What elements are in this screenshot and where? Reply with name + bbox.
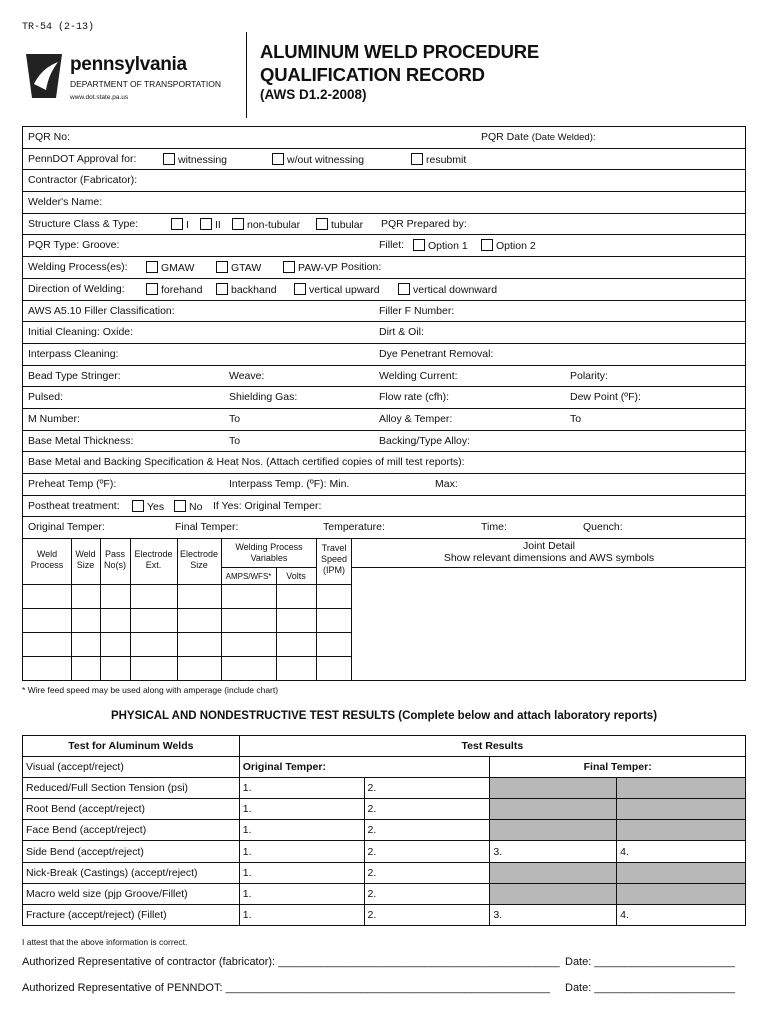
interpass-temp-label: Interpass Temp. (ºF): Min. [229, 478, 350, 490]
page-title [260, 40, 539, 86]
pqr-date-label: PQR Date (Date Welded): [481, 131, 596, 143]
table-row [23, 799, 746, 820]
test-header-left: Test for Aluminum Welds [23, 736, 240, 757]
filler-class-label: AWS A5.10 Filler Classification: [28, 304, 175, 317]
test-label: Fracture (accept/reject) (Fillet) [23, 904, 240, 925]
position-label: Position: [341, 261, 382, 274]
if-yes-label: If Yes: Original Temper: [213, 499, 322, 512]
penndot-signature-line[interactable]: Authorized Representative of PENNDOT: _____________________________________________________ [22, 982, 550, 994]
prepared-by-label: PQR Prepared by: [381, 217, 467, 230]
bead-label: Bead Type Stringer: [28, 369, 121, 382]
result-cell-4[interactable] [617, 883, 746, 904]
pulsed-label: Pulsed: [28, 391, 64, 404]
joint-detail-note: Show relevant dimensions and AWS symbols [443, 552, 655, 565]
approval-label: PennDOT Approval for: [28, 152, 137, 165]
dirt-oil-label: Dirt & Oil: [379, 326, 424, 339]
original-temper-header: Original Temper: [239, 757, 490, 778]
resubmit-checkbox[interactable]: resubmit [411, 153, 466, 166]
polarity-label: Polarity: [570, 369, 608, 382]
title-line-1: ALUMINUM WELD PROCEDURE [260, 41, 540, 62]
direction-label: Direction of Welding: [28, 282, 125, 295]
initial-cleaning-label: Initial Cleaning: Oxide: [28, 326, 134, 339]
test-label: Side Bend (accept/reject) [23, 841, 240, 862]
fillet-label: Fillet: [379, 239, 405, 252]
test-label: Face Bend (accept/reject) [23, 820, 240, 841]
postheat-yes-checkbox[interactable]: Yes [132, 500, 164, 513]
original-temper-label: Original Temper: [28, 521, 105, 534]
keystone-icon [24, 54, 64, 98]
thickness-label: Base Metal Thickness: [28, 434, 134, 447]
result-cell-3[interactable] [490, 820, 617, 841]
table-row [23, 778, 746, 799]
row-m-number[interactable] [23, 409, 745, 431]
penndot-date-line[interactable]: Date: _______________________ [565, 982, 736, 994]
interpass-cleaning-label: Interpass Cleaning: [28, 347, 119, 360]
row-postheat [23, 496, 745, 518]
page-subtitle: (AWS D1.2-2008) [260, 87, 367, 102]
col-volts: Volts [286, 571, 306, 582]
test-header-right: Test Results [239, 736, 745, 757]
row-temper[interactable] [23, 517, 745, 539]
row-bead[interactable] [23, 366, 745, 388]
result-cell-1[interactable]: 1. [239, 778, 364, 799]
row-filler[interactable] [23, 301, 745, 323]
process-label: Welding Process(es): [28, 261, 128, 274]
contractor-label: Contractor (Fabricator): [28, 174, 138, 187]
forehand-checkbox[interactable]: forehand [146, 283, 202, 296]
result-cell-4[interactable]: 4. [617, 904, 746, 925]
result-cell-3[interactable] [490, 778, 617, 799]
brand-name: pennsylvania [70, 54, 187, 75]
col-weld-process: Weld Process [30, 549, 64, 571]
result-cell-2[interactable]: 2. [364, 883, 490, 904]
row-contractor[interactable] [23, 170, 745, 192]
header-divider [246, 32, 247, 118]
shielding-label: Shielding Gas: [229, 391, 298, 404]
table-row [23, 883, 746, 904]
table-row [23, 820, 746, 841]
result-cell-3[interactable] [490, 862, 617, 883]
table-row [23, 841, 746, 862]
class-ii-checkbox[interactable]: II [200, 218, 221, 231]
result-cell-2[interactable]: 2. [364, 799, 490, 820]
postheat-no-checkbox[interactable]: No [174, 500, 202, 513]
result-cell-1[interactable]: 1. [239, 799, 364, 820]
to-label: To [229, 434, 241, 447]
row-spec[interactable] [23, 452, 745, 474]
non-tubular-checkbox[interactable]: non-tubular [232, 218, 300, 231]
final-temper-header: Final Temper: [490, 757, 746, 778]
gtaw-checkbox[interactable]: GTAW [216, 261, 261, 274]
result-cell-1[interactable]: 1. [239, 862, 364, 883]
max-label: Max: [435, 478, 458, 490]
col-amps: AMPS/WFS* [225, 572, 272, 582]
col-travel-speed: Travel Speed (IPM) [320, 543, 348, 576]
attestation: I attest that the above information is correct. [22, 937, 188, 947]
welder-label: Welder's Name: [28, 196, 103, 209]
result-cell-4[interactable] [617, 862, 746, 883]
row-welder[interactable] [23, 192, 745, 214]
joint-detail-header [353, 540, 745, 564]
filler-f-label: Filler F Number: [379, 304, 455, 317]
section-title: PHYSICAL AND NONDESTRUCTIVE TEST RESULTS (Complete below and attach laboratory reports) [110, 710, 658, 722]
weld-variables-table [23, 539, 745, 681]
row-preheat[interactable] [23, 474, 745, 496]
pqr-type-label: PQR Type: Groove: [28, 239, 120, 252]
result-cell-2[interactable]: 2. [364, 820, 490, 841]
without-witnessing-checkbox[interactable]: w/out witnessing [272, 153, 364, 166]
title-line-2: QUALIFICATION RECORD [260, 64, 485, 85]
result-cell-4[interactable]: 4. [617, 841, 746, 862]
contractor-signature-line[interactable]: Authorized Representative of contractor (fabricator): ______________________________________________ [22, 956, 560, 968]
dye-label: Dye Penetrant Removal: [379, 347, 494, 360]
test-visual-row [23, 757, 746, 778]
result-cell-1[interactable]: 1. [239, 904, 364, 925]
row-structure [23, 214, 745, 236]
result-cell-1[interactable]: 1. [239, 820, 364, 841]
col-weld-size: Weld Size [75, 549, 96, 571]
tubular-checkbox[interactable]: tubular [316, 218, 363, 231]
col-pass-no: Pass No(s) [104, 549, 126, 571]
final-temper-label: Final Temper: [175, 521, 239, 534]
witnessing-checkbox[interactable]: witnessing [163, 153, 227, 166]
footnote: * Wire feed speed may be used along with amperage (include chart) [22, 685, 279, 695]
result-cell-3[interactable] [490, 799, 617, 820]
row-direction [23, 279, 745, 301]
result-cell-2[interactable]: 2. [364, 862, 490, 883]
col-electrode-ext: Electrode Ext. [134, 549, 173, 571]
form-id: TR-54 (2-13) [22, 22, 95, 33]
table-row [23, 904, 746, 925]
row-thickness[interactable] [23, 431, 745, 453]
temperature-label: Temperature: [323, 521, 385, 534]
dew-label: Dew Point (ºF): [570, 391, 641, 404]
weave-label: Weave: [229, 369, 265, 382]
contractor-date-line[interactable]: Date: _______________________ [565, 956, 736, 968]
option-2-checkbox[interactable]: Option 2 [481, 239, 536, 252]
result-cell-1[interactable]: 1. [239, 883, 364, 904]
result-cell-3[interactable] [490, 883, 617, 904]
test-label: Macro weld size (pjp Groove/Fillet) [23, 883, 240, 904]
row-approval [23, 149, 745, 171]
flow-label: Flow rate (cfh): [379, 391, 450, 404]
table-row [23, 862, 746, 883]
result-cell-1[interactable]: 1. [239, 841, 364, 862]
joint-detail-title: Joint Detail [523, 540, 575, 553]
result-cell-3[interactable]: 3. [490, 841, 617, 862]
result-cell-4[interactable] [617, 799, 746, 820]
row-pulsed[interactable] [23, 387, 745, 409]
vertical-downward-checkbox[interactable]: vertical downward [398, 283, 497, 296]
result-cell-3[interactable]: 3. [490, 904, 617, 925]
col-process-variables: Welding Process Variables [235, 542, 303, 564]
vertical-upward-checkbox[interactable]: vertical upward [294, 283, 380, 296]
row-pqr-no[interactable] [23, 127, 745, 149]
test-results-table [22, 735, 746, 926]
test-label: Root Bend (accept/reject) [23, 799, 240, 820]
website-link[interactable]: www.dot.state.pa.us [70, 94, 129, 101]
time-label: Time: [481, 521, 507, 534]
alloy-label: Alloy & Temper: [379, 412, 453, 425]
postheat-label: Postheat treatment: [28, 499, 120, 512]
backing-label: Backing/Type Alloy: [379, 434, 471, 447]
result-cell-4[interactable] [617, 820, 746, 841]
quench-label: Quench: [583, 521, 623, 534]
to-label: To [229, 412, 241, 425]
col-electrode-size: Electrode Size [179, 549, 219, 571]
structure-label: Structure Class & Type: [28, 217, 139, 230]
pqr-no-label: PQR No: [28, 131, 71, 143]
procedure-form [22, 126, 746, 681]
paw-vp-checkbox[interactable]: PAW-VP [283, 261, 338, 274]
m-number-label: M Number: [28, 412, 80, 425]
penndot-logo [24, 52, 224, 104]
row-process [23, 257, 745, 279]
current-label: Welding Current: [379, 369, 458, 382]
test-label: Reduced/Full Section Tension (psi) [23, 778, 240, 799]
option-1-checkbox[interactable]: Option 1 [413, 239, 468, 252]
department-name: DEPARTMENT OF TRANSPORTATION [70, 79, 221, 89]
result-cell-2[interactable]: 2. [364, 778, 490, 799]
test-header-row [23, 736, 746, 757]
test-visual-label: Visual (accept/reject) [23, 757, 240, 778]
result-cell-2[interactable]: 2. [364, 904, 490, 925]
gmaw-checkbox[interactable]: GMAW [146, 261, 194, 274]
row-initial-cleaning[interactable] [23, 322, 745, 344]
spec-label: Base Metal and Backing Specification & Heat Nos. (Attach certified copies of mill test reports): [28, 456, 465, 469]
to-label: To [570, 412, 582, 425]
result-cell-2[interactable]: 2. [364, 841, 490, 862]
preheat-label: Preheat Temp (ºF): [28, 478, 117, 490]
backhand-checkbox[interactable]: backhand [216, 283, 277, 296]
test-label: Nick-Break (Castings) (accept/reject) [23, 862, 240, 883]
row-pqr-type [23, 235, 745, 257]
result-cell-4[interactable] [617, 778, 746, 799]
class-i-checkbox[interactable]: I [171, 218, 189, 231]
row-interpass-cleaning[interactable] [23, 344, 745, 366]
